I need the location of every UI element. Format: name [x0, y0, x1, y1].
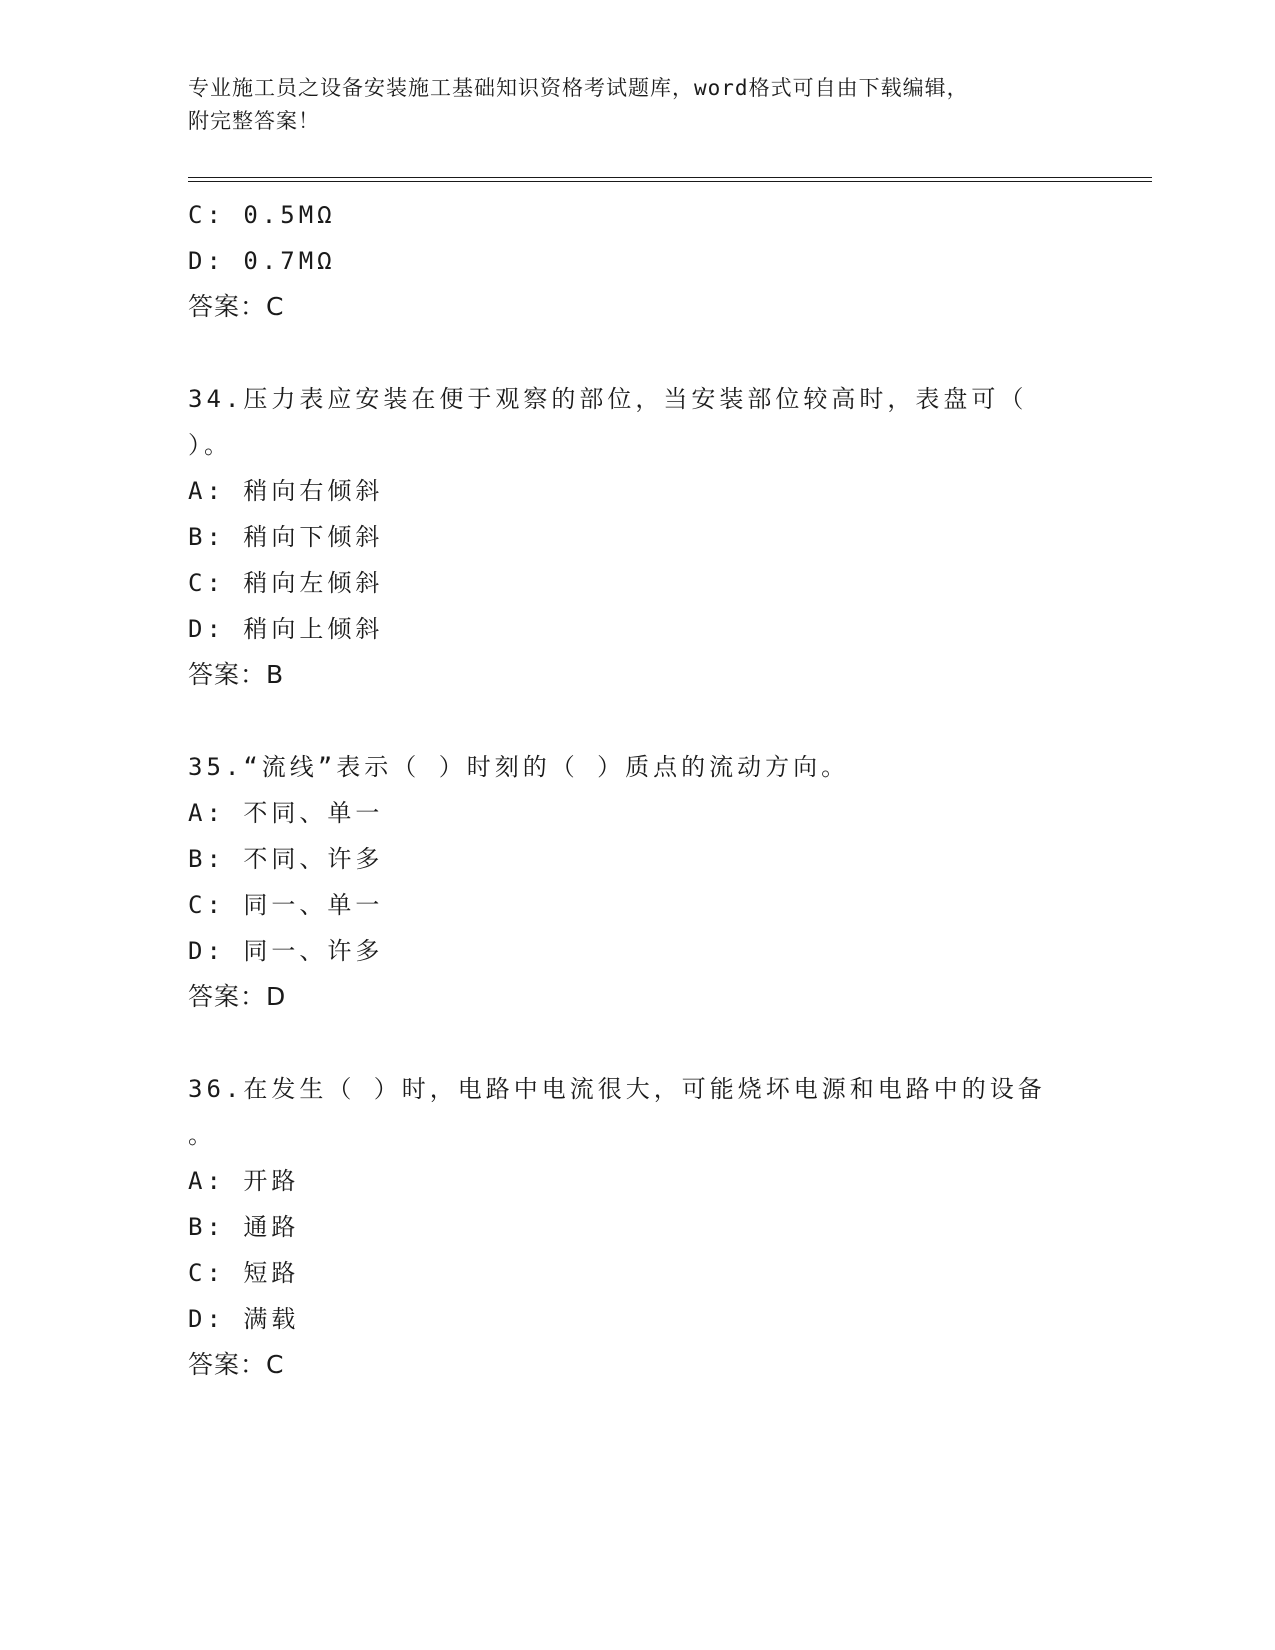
header-rule-top — [188, 177, 1152, 178]
option-b: B: 通路 — [188, 1213, 300, 1241]
option-d: D: 0.7MΩ — [188, 247, 336, 275]
option-c: C: 同一、单一 — [188, 891, 384, 919]
question-stem-continued: ）。 — [188, 431, 232, 459]
header-line-1: 专业施工员之设备安装施工基础知识资格考试题库，word格式可自由下载编辑， — [188, 76, 969, 100]
option-b: B: 不同、许多 — [188, 845, 384, 873]
question-stem: 34.压力表应安装在便于观察的部位，当安装部位较高时，表盘可（ — [188, 385, 1028, 413]
option-d: D: 满载 — [188, 1305, 300, 1333]
option-d: D: 同一、许多 — [188, 937, 384, 965]
option-c: C: 短路 — [188, 1259, 300, 1287]
answer-line: 答案：B — [188, 660, 285, 689]
answer-line: 答案：D — [188, 982, 287, 1011]
document-header — [188, 72, 1068, 138]
prev-question-tail — [188, 192, 1088, 330]
option-c: C: 稍向左倾斜 — [188, 569, 384, 597]
option-a: A: 开路 — [188, 1167, 300, 1195]
option-a: A: 稍向右倾斜 — [188, 477, 384, 505]
option-c: C: 0.5MΩ — [188, 201, 336, 229]
question-35 — [188, 744, 1088, 1020]
option-b: B: 稍向下倾斜 — [188, 523, 384, 551]
question-stem: 36.在发生（ ）时，电路中电流很大，可能烧坏电源和电路中的设备 — [188, 1075, 1046, 1103]
answer-line: 答案：C — [188, 292, 285, 321]
question-stem-continued: 。 — [188, 1121, 216, 1149]
option-d: D: 稍向上倾斜 — [188, 615, 384, 643]
document-body — [188, 192, 1088, 1388]
question-stem: 35.“流线”表示（ ）时刻的（ ）质点的流动方向。 — [188, 753, 850, 781]
header-rule-bottom — [188, 181, 1152, 182]
option-a: A: 不同、单一 — [188, 799, 384, 827]
question-34 — [188, 376, 1088, 698]
answer-line: 答案：C — [188, 1350, 285, 1379]
question-36 — [188, 1066, 1088, 1388]
header-line-2: 附完整答案！ — [188, 109, 320, 133]
